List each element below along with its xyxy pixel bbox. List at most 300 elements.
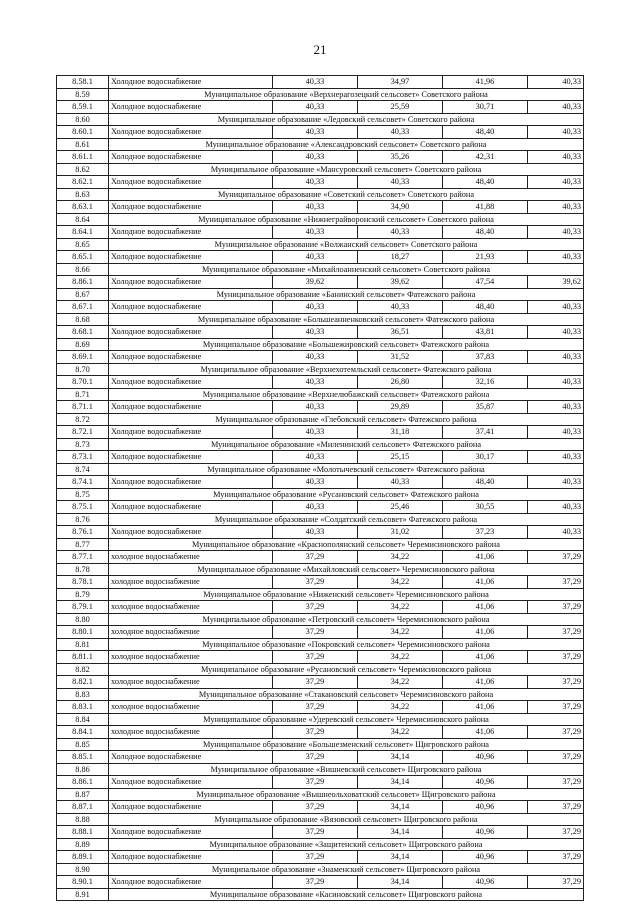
value-cell: 40,33 — [273, 176, 358, 189]
row-code: 8.77.1 — [57, 551, 109, 564]
value-cell: 34,90 — [358, 201, 443, 214]
value-cell: 40,33 — [273, 201, 358, 214]
value-cell: 47,54 — [443, 276, 528, 289]
row-code: 8.67 — [57, 288, 109, 301]
table-row — [57, 376, 584, 389]
service-name: холодное водоснабжение — [109, 726, 273, 739]
municipality-title: Муниципальное образование «Верхнерагозецкий сельсовет» Советского района — [109, 88, 584, 101]
value-cell: 37,29 — [528, 826, 584, 839]
municipality-row — [57, 763, 584, 776]
municipality-title: Муниципальное образование «Вишневский сельсовет» Щигровского района — [109, 763, 584, 776]
service-name: Холодное водоснабжение — [109, 151, 273, 164]
service-name: холодное водоснабжение — [109, 626, 273, 639]
row-code: 8.91 — [57, 888, 109, 901]
row-code: 8.69.1 — [57, 351, 109, 364]
row-code: 8.88 — [57, 813, 109, 826]
row-code: 8.83 — [57, 688, 109, 701]
value-cell: 31,02 — [358, 526, 443, 539]
value-cell: 37,29 — [528, 576, 584, 589]
municipality-title: Муниципальное образование «Вышнеольховатский сельсовет» Щигровского района — [109, 788, 584, 801]
service-name: холодное водоснабжение — [109, 601, 273, 614]
row-code: 8.65.1 — [57, 251, 109, 264]
municipality-title: Муниципальное образование «Касиновский сельсовет» Щигровского района — [109, 888, 584, 901]
value-cell: 34,22 — [358, 601, 443, 614]
value-cell: 40,96 — [443, 851, 528, 864]
municipality-row — [57, 438, 584, 451]
municipality-row — [57, 288, 584, 301]
table-row — [57, 226, 584, 239]
value-cell: 30,55 — [443, 501, 528, 514]
row-code: 8.85.1 — [57, 751, 109, 764]
value-cell: 40,33 — [528, 101, 584, 114]
row-code: 8.83.1 — [57, 701, 109, 714]
municipality-title: Муниципальное образование «Советский сельсовет» Советского района — [109, 188, 584, 201]
value-cell: 48,40 — [443, 126, 528, 139]
value-cell: 34,22 — [358, 726, 443, 739]
municipality-title: Муниципальное образование «Ниженский сельсовет» Черемисиновского района — [109, 588, 584, 601]
value-cell: 40,96 — [443, 876, 528, 889]
row-code: 8.73 — [57, 438, 109, 451]
row-code: 8.69 — [57, 338, 109, 351]
municipality-row — [57, 538, 584, 551]
row-code: 8.86 — [57, 763, 109, 776]
value-cell: 37,83 — [443, 351, 528, 364]
table-row — [57, 701, 584, 714]
value-cell: 40,33 — [528, 176, 584, 189]
value-cell: 40,96 — [443, 801, 528, 814]
value-cell: 41,06 — [443, 726, 528, 739]
municipality-title: Муниципальное образование «Удеревский сельсовет» Черемисиновского района — [109, 713, 584, 726]
municipality-row — [57, 113, 584, 126]
municipality-title: Муниципальное образование «Ледовский сельсовет» Советского района — [109, 113, 584, 126]
table-row — [57, 551, 584, 564]
value-cell: 40,33 — [273, 426, 358, 439]
value-cell: 40,33 — [273, 126, 358, 139]
row-code: 8.84.1 — [57, 726, 109, 739]
row-code: 8.65 — [57, 238, 109, 251]
service-name: Холодное водоснабжение — [109, 201, 273, 214]
row-code: 8.81 — [57, 638, 109, 651]
value-cell: 37,29 — [273, 851, 358, 864]
municipality-title: Муниципальное образование «Михайлоанненский сельсовет» Советского района — [109, 263, 584, 276]
row-code: 8.74.1 — [57, 476, 109, 489]
value-cell: 37,29 — [528, 601, 584, 614]
row-code: 8.78 — [57, 563, 109, 576]
tariff-table — [56, 75, 584, 901]
table-row — [57, 776, 584, 789]
row-code: 8.89.1 — [57, 851, 109, 864]
row-code: 8.58.1 — [57, 76, 109, 89]
table-row — [57, 301, 584, 314]
value-cell: 40,96 — [443, 751, 528, 764]
service-name: Холодное водоснабжение — [109, 876, 273, 889]
value-cell: 39,62 — [528, 276, 584, 289]
value-cell: 37,29 — [273, 801, 358, 814]
service-name: Холодное водоснабжение — [109, 226, 273, 239]
value-cell: 40,33 — [528, 401, 584, 414]
municipality-row — [57, 213, 584, 226]
service-name: холодное водоснабжение — [109, 651, 273, 664]
municipality-row — [57, 788, 584, 801]
service-name: Холодное водоснабжение — [109, 376, 273, 389]
municipality-title: Муниципальное образование «Глебовский сельсовет» Фатежского района — [109, 413, 584, 426]
municipality-title: Муниципальное образование «Вязовский сельсовет» Щигровского района — [109, 813, 584, 826]
municipality-title: Муниципальное образование «Большеанненковский сельсовет» Фатежского района — [109, 313, 584, 326]
row-code: 8.76 — [57, 513, 109, 526]
value-cell: 31,52 — [358, 351, 443, 364]
table-row — [57, 851, 584, 864]
municipality-title: Муниципальное образование «Банинский сельсовет» Фатежского района — [109, 288, 584, 301]
row-code: 8.66 — [57, 263, 109, 276]
value-cell: 34,14 — [358, 751, 443, 764]
row-code: 8.64.1 — [57, 226, 109, 239]
row-code: 8.85 — [57, 738, 109, 751]
service-name: Холодное водоснабжение — [109, 801, 273, 814]
row-code: 8.63.1 — [57, 201, 109, 214]
row-code: 8.82 — [57, 663, 109, 676]
municipality-row — [57, 563, 584, 576]
municipality-title: Муниципальное образование «Защитенский сельсовет» Щигровского района — [109, 838, 584, 851]
municipality-row — [57, 88, 584, 101]
value-cell: 37,29 — [273, 776, 358, 789]
value-cell: 31,18 — [358, 426, 443, 439]
value-cell: 40,33 — [358, 226, 443, 239]
value-cell: 34,14 — [358, 801, 443, 814]
service-name: Холодное водоснабжение — [109, 176, 273, 189]
value-cell: 40,33 — [273, 351, 358, 364]
value-cell: 34,22 — [358, 576, 443, 589]
row-code: 8.73.1 — [57, 451, 109, 464]
table-row — [57, 276, 584, 289]
value-cell: 37,29 — [528, 776, 584, 789]
value-cell: 37,29 — [528, 801, 584, 814]
municipality-row — [57, 163, 584, 176]
municipality-title: Муниципальное образование «Стакановский сельсовет» Черемисиновского района — [109, 688, 584, 701]
value-cell: 42,31 — [443, 151, 528, 164]
value-cell: 40,33 — [273, 501, 358, 514]
value-cell: 40,33 — [273, 526, 358, 539]
value-cell: 37,29 — [528, 676, 584, 689]
value-cell: 41,06 — [443, 576, 528, 589]
value-cell: 48,40 — [443, 226, 528, 239]
value-cell: 40,33 — [358, 126, 443, 139]
service-name: Холодное водоснабжение — [109, 126, 273, 139]
table-row — [57, 126, 584, 139]
table-row — [57, 801, 584, 814]
value-cell: 40,33 — [273, 476, 358, 489]
row-code: 8.72.1 — [57, 426, 109, 439]
row-code: 8.62.1 — [57, 176, 109, 189]
municipality-title: Муниципальное образование «Большежировский сельсовет» Фатежского района — [109, 338, 584, 351]
value-cell: 40,33 — [528, 226, 584, 239]
municipality-row — [57, 463, 584, 476]
value-cell: 40,33 — [273, 76, 358, 89]
service-name: холодное водоснабжение — [109, 551, 273, 564]
value-cell: 37,29 — [528, 626, 584, 639]
value-cell: 34,97 — [358, 76, 443, 89]
value-cell: 41,06 — [443, 676, 528, 689]
row-code: 8.70 — [57, 363, 109, 376]
row-code: 8.90 — [57, 863, 109, 876]
value-cell: 40,33 — [528, 351, 584, 364]
value-cell: 40,33 — [358, 176, 443, 189]
value-cell: 37,29 — [273, 726, 358, 739]
municipality-title: Муниципальное образование «Знаменский сельсовет» Щигровского района — [109, 863, 584, 876]
service-name: Холодное водоснабжение — [109, 326, 273, 339]
service-name: Холодное водоснабжение — [109, 251, 273, 264]
municipality-title: Муниципальное образование «Верхнехотемльский сельсовет» Фатежского района — [109, 363, 584, 376]
municipality-title: Муниципальное образование «Волжанский сельсовет» Советского района — [109, 238, 584, 251]
row-code: 8.60.1 — [57, 126, 109, 139]
value-cell: 40,33 — [528, 526, 584, 539]
value-cell: 37,29 — [273, 626, 358, 639]
municipality-title: Муниципальное образование «Большезменский сельсовет» Щигровского района — [109, 738, 584, 751]
service-name: Холодное водоснабжение — [109, 826, 273, 839]
value-cell: 48,40 — [443, 476, 528, 489]
row-code: 8.87.1 — [57, 801, 109, 814]
value-cell: 40,33 — [273, 226, 358, 239]
value-cell: 29,89 — [358, 401, 443, 414]
value-cell: 40,33 — [528, 476, 584, 489]
municipality-title: Муниципальное образование «Михайловский сельсовет» Черемисиновского района — [109, 563, 584, 576]
service-name: Холодное водоснабжение — [109, 776, 273, 789]
value-cell: 40,96 — [443, 776, 528, 789]
value-cell: 40,33 — [528, 151, 584, 164]
row-code: 8.89 — [57, 838, 109, 851]
value-cell: 40,33 — [273, 301, 358, 314]
value-cell: 34,22 — [358, 551, 443, 564]
row-code: 8.81.1 — [57, 651, 109, 664]
row-code: 8.90.1 — [57, 876, 109, 889]
municipality-title: Муниципальное образование «Молотычевский сельсовет» Фатежского района — [109, 463, 584, 476]
value-cell: 43,81 — [443, 326, 528, 339]
value-cell: 30,71 — [443, 101, 528, 114]
value-cell: 37,29 — [528, 551, 584, 564]
row-code: 8.60 — [57, 113, 109, 126]
table-row — [57, 651, 584, 664]
row-code: 8.71 — [57, 388, 109, 401]
table-row — [57, 351, 584, 364]
value-cell: 40,33 — [273, 326, 358, 339]
municipality-title: Муниципальное образование «Петровский сельсовет» Черемисиновского района — [109, 613, 584, 626]
municipality-row — [57, 888, 584, 901]
row-code: 8.82.1 — [57, 676, 109, 689]
municipality-row — [57, 838, 584, 851]
service-name: Холодное водоснабжение — [109, 851, 273, 864]
service-name: Холодное водоснабжение — [109, 451, 273, 464]
page-number: 21 — [313, 42, 327, 57]
municipality-row — [57, 663, 584, 676]
municipality-title: Муниципальное образование «Покровский сельсовет» Черемисиновского района — [109, 638, 584, 651]
table-row — [57, 826, 584, 839]
service-name: Холодное водоснабжение — [109, 501, 273, 514]
value-cell: 37,29 — [273, 551, 358, 564]
value-cell: 37,29 — [528, 876, 584, 889]
value-cell: 41,06 — [443, 701, 528, 714]
value-cell: 41,88 — [443, 201, 528, 214]
municipality-row — [57, 238, 584, 251]
service-name: Холодное водоснабжение — [109, 301, 273, 314]
table-row — [57, 601, 584, 614]
municipality-row — [57, 713, 584, 726]
table-row — [57, 76, 584, 89]
municipality-title: Муниципальное образование «Александровский сельсовет» Советского района — [109, 138, 584, 151]
row-code: 8.59.1 — [57, 101, 109, 114]
service-name: холодное водоснабжение — [109, 676, 273, 689]
service-name: Холодное водоснабжение — [109, 476, 273, 489]
value-cell: 25,59 — [358, 101, 443, 114]
municipality-title: Муниципальное образование «Нижнеграйворонский сельсовет» Советского района — [109, 213, 584, 226]
municipality-row — [57, 738, 584, 751]
value-cell: 32,16 — [443, 376, 528, 389]
row-code: 8.75.1 — [57, 501, 109, 514]
value-cell: 40,33 — [528, 501, 584, 514]
value-cell: 40,33 — [528, 326, 584, 339]
value-cell: 41,06 — [443, 601, 528, 614]
municipality-row — [57, 488, 584, 501]
service-name: Холодное водоснабжение — [109, 526, 273, 539]
value-cell: 34,14 — [358, 851, 443, 864]
row-code: 8.87 — [57, 788, 109, 801]
table-row — [57, 201, 584, 214]
municipality-row — [57, 338, 584, 351]
value-cell: 40,33 — [358, 476, 443, 489]
value-cell: 37,29 — [528, 701, 584, 714]
value-cell: 34,22 — [358, 626, 443, 639]
row-code: 8.80 — [57, 613, 109, 626]
value-cell: 40,33 — [273, 151, 358, 164]
value-cell: 37,29 — [273, 701, 358, 714]
value-cell: 41,06 — [443, 626, 528, 639]
value-cell: 40,33 — [273, 376, 358, 389]
table-row — [57, 726, 584, 739]
municipality-row — [57, 813, 584, 826]
table-row — [57, 626, 584, 639]
table-row — [57, 426, 584, 439]
municipality-title: Муниципальное образование «Мансуровский сельсовет» Советского района — [109, 163, 584, 176]
table-row — [57, 401, 584, 414]
municipality-row — [57, 188, 584, 201]
row-code: 8.78.1 — [57, 576, 109, 589]
row-code: 8.61.1 — [57, 151, 109, 164]
row-code: 8.86.1 — [57, 776, 109, 789]
value-cell: 48,40 — [443, 301, 528, 314]
value-cell: 41,06 — [443, 551, 528, 564]
value-cell: 41,96 — [443, 76, 528, 89]
table-row — [57, 251, 584, 264]
municipality-row — [57, 613, 584, 626]
value-cell: 40,33 — [528, 76, 584, 89]
row-code: 8.70.1 — [57, 376, 109, 389]
value-cell: 40,33 — [528, 251, 584, 264]
value-cell: 40,33 — [273, 451, 358, 464]
value-cell: 37,29 — [273, 651, 358, 664]
service-name: Холодное водоснабжение — [109, 76, 273, 89]
municipality-row — [57, 138, 584, 151]
value-cell: 34,14 — [358, 776, 443, 789]
table-row — [57, 751, 584, 764]
municipality-row — [57, 513, 584, 526]
value-cell: 35,26 — [358, 151, 443, 164]
value-cell: 26,80 — [358, 376, 443, 389]
row-code: 8.62 — [57, 163, 109, 176]
value-cell: 18,27 — [358, 251, 443, 264]
municipality-title: Муниципальное образование «Солдатский сельсовет» Фатежского района — [109, 513, 584, 526]
service-name: холодное водоснабжение — [109, 701, 273, 714]
value-cell: 39,62 — [358, 276, 443, 289]
value-cell: 34,22 — [358, 701, 443, 714]
service-name: холодное водоснабжение — [109, 576, 273, 589]
value-cell: 37,23 — [443, 526, 528, 539]
row-code: 8.71.1 — [57, 401, 109, 414]
row-code: 8.68.1 — [57, 326, 109, 339]
row-code: 8.77 — [57, 538, 109, 551]
value-cell: 25,15 — [358, 451, 443, 464]
row-code: 8.86.1 — [57, 276, 109, 289]
row-code: 8.72 — [57, 413, 109, 426]
value-cell: 25,46 — [358, 501, 443, 514]
table-row — [57, 101, 584, 114]
row-code: 8.59 — [57, 88, 109, 101]
row-code: 8.84 — [57, 713, 109, 726]
value-cell: 37,29 — [273, 751, 358, 764]
service-name: Холодное водоснабжение — [109, 351, 273, 364]
municipality-row — [57, 588, 584, 601]
value-cell: 34,22 — [358, 676, 443, 689]
value-cell: 37,29 — [273, 876, 358, 889]
municipality-row — [57, 638, 584, 651]
service-name: Холодное водоснабжение — [109, 401, 273, 414]
municipality-title: Муниципальное образование «Краснополянский сельсовет» Черемисиновского района — [109, 538, 584, 551]
municipality-row — [57, 688, 584, 701]
row-code: 8.67.1 — [57, 301, 109, 314]
value-cell: 21,93 — [443, 251, 528, 264]
row-code: 8.74 — [57, 463, 109, 476]
value-cell: 34,14 — [358, 826, 443, 839]
table-row — [57, 501, 584, 514]
table-row — [57, 151, 584, 164]
value-cell: 40,33 — [528, 426, 584, 439]
municipality-row — [57, 263, 584, 276]
value-cell: 40,33 — [273, 401, 358, 414]
table-row — [57, 676, 584, 689]
row-code: 8.64 — [57, 213, 109, 226]
row-code: 8.68 — [57, 313, 109, 326]
table-row — [57, 326, 584, 339]
municipality-title: Муниципальное образование «Верхнелюбажский сельсовет» Фатежского района — [109, 388, 584, 401]
municipality-row — [57, 863, 584, 876]
value-cell: 40,33 — [358, 301, 443, 314]
row-code: 8.61 — [57, 138, 109, 151]
municipality-title: Муниципальное образование «Русановский сельсовет» Черемисиновского района — [109, 663, 584, 676]
row-code: 8.75 — [57, 488, 109, 501]
value-cell: 37,29 — [528, 751, 584, 764]
table-row — [57, 451, 584, 464]
value-cell: 35,87 — [443, 401, 528, 414]
table-row — [57, 526, 584, 539]
value-cell: 41,06 — [443, 651, 528, 664]
value-cell: 37,29 — [273, 826, 358, 839]
value-cell: 37,29 — [273, 601, 358, 614]
value-cell: 34,14 — [358, 876, 443, 889]
table-row — [57, 176, 584, 189]
service-name: Холодное водоснабжение — [109, 751, 273, 764]
value-cell: 37,29 — [528, 651, 584, 664]
row-code: 8.79.1 — [57, 601, 109, 614]
service-name: Холодное водоснабжение — [109, 101, 273, 114]
municipality-row — [57, 313, 584, 326]
row-code: 8.63 — [57, 188, 109, 201]
